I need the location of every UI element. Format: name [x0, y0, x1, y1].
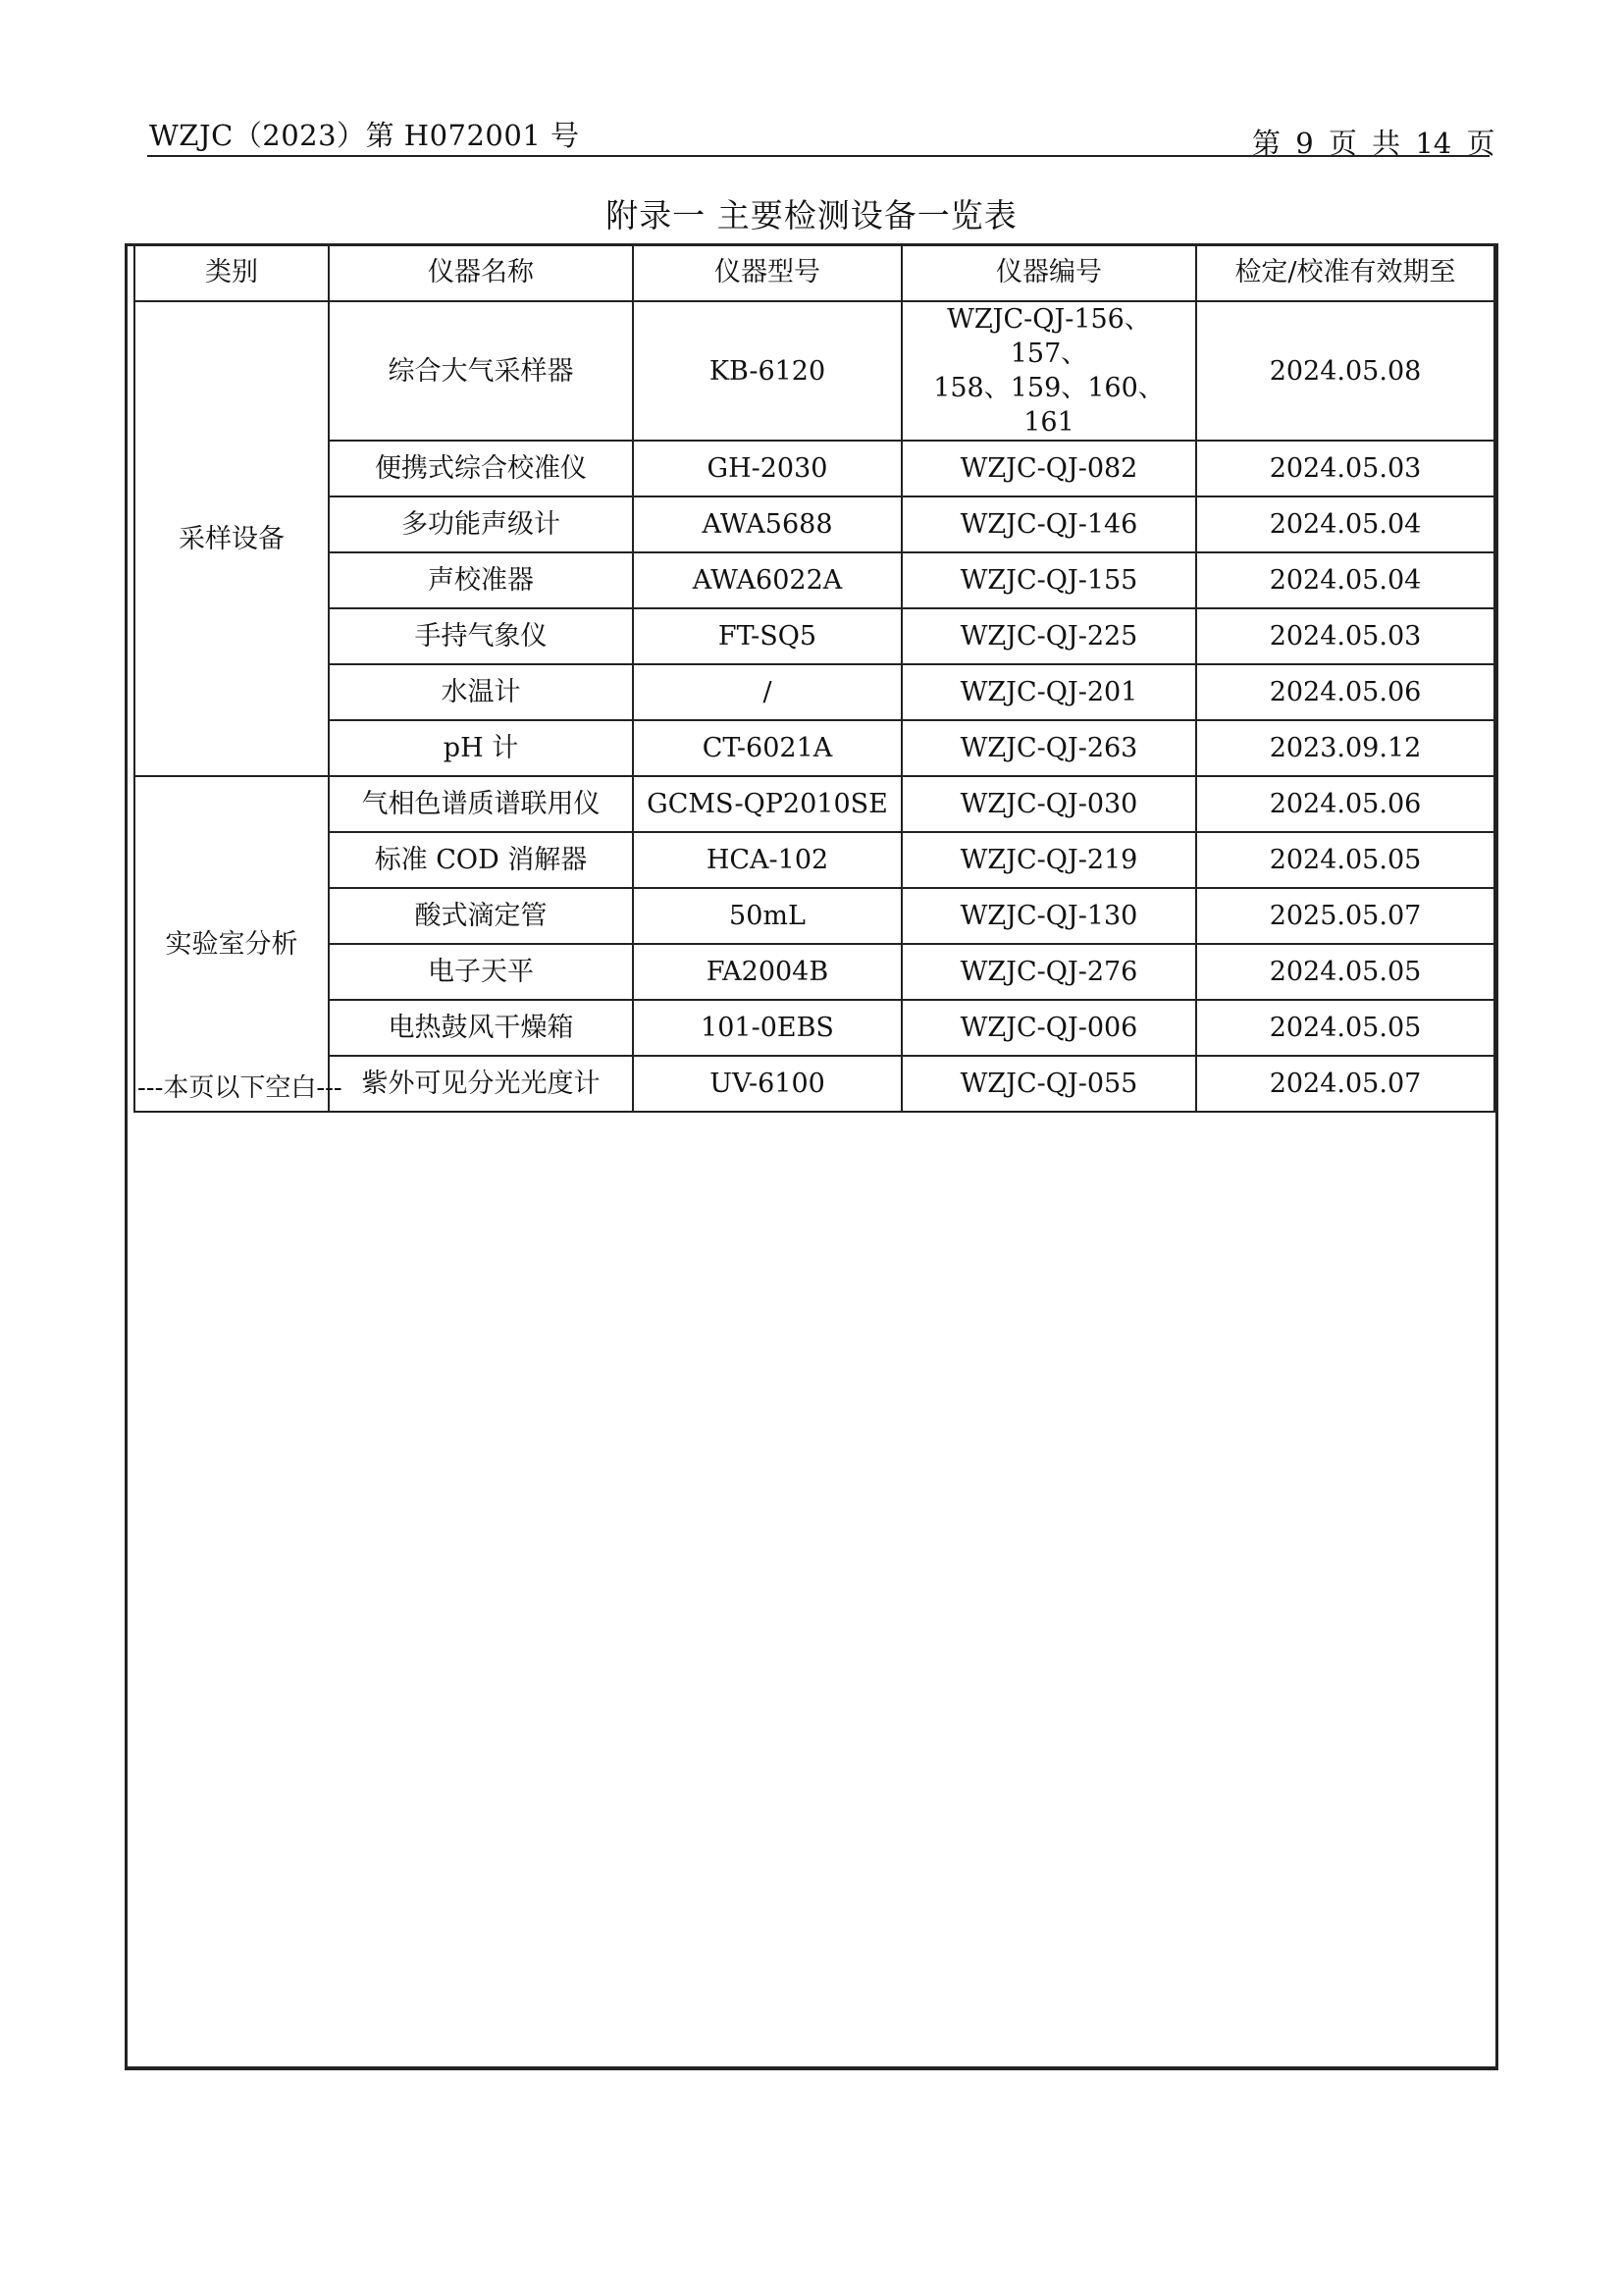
table-row [134, 832, 1494, 888]
table-row [134, 496, 1494, 552]
instrument-name: 标准 COD 消解器 [329, 832, 633, 888]
table-row [134, 944, 1494, 1000]
instrument-name: 电热鼓风干燥箱 [329, 1000, 633, 1056]
instrument-name: 水温计 [329, 664, 633, 720]
valid-until: 2024.05.04 [1196, 496, 1494, 552]
instrument-model: GCMS-QP2010SE [633, 776, 902, 832]
instrument-model: UV-6100 [633, 1056, 902, 1112]
category-cell-sampling: 采样设备 [134, 301, 329, 776]
instrument-name: 气相色谱质谱联用仪 [329, 776, 633, 832]
table-row [134, 664, 1494, 720]
valid-until: 2024.05.05 [1196, 1000, 1494, 1056]
instrument-name: pH 计 [329, 720, 633, 776]
instrument-serial: WZJC-QJ-082 [902, 441, 1196, 496]
instrument-model: 101-0EBS [633, 1000, 902, 1056]
valid-until: 2023.09.12 [1196, 720, 1494, 776]
equipment-table [133, 243, 1495, 1113]
instrument-model: FT-SQ5 [633, 608, 902, 664]
instrument-serial: WZJC-QJ-201 [902, 664, 1196, 720]
instrument-name: 酸式滴定管 [329, 888, 633, 944]
valid-until: 2024.05.08 [1196, 301, 1494, 441]
instrument-serial [902, 301, 1196, 441]
header-divider [147, 155, 1490, 157]
table-row [134, 720, 1494, 776]
instrument-model: HCA-102 [633, 832, 902, 888]
table-row [134, 441, 1494, 496]
table-row [134, 301, 1494, 441]
column-header-valid-until: 检定/校准有效期至 [1196, 244, 1494, 301]
instrument-name: 综合大气采样器 [329, 301, 633, 441]
column-header-serial: 仪器编号 [902, 244, 1196, 301]
page-indicator: 第 9 页 共 14 页 [1252, 127, 1495, 160]
instrument-serial: WZJC-QJ-146 [902, 496, 1196, 552]
instrument-name: 手持气象仪 [329, 608, 633, 664]
valid-until: 2024.05.03 [1196, 441, 1494, 496]
instrument-serial: WZJC-QJ-055 [902, 1056, 1196, 1112]
instrument-model: 50mL [633, 888, 902, 944]
instrument-serial: WZJC-QJ-276 [902, 944, 1196, 1000]
valid-until: 2024.05.05 [1196, 832, 1494, 888]
instrument-serial: WZJC-QJ-130 [902, 888, 1196, 944]
table-row [134, 776, 1494, 832]
column-header-category: 类别 [134, 244, 329, 301]
instrument-model: FA2004B [633, 944, 902, 1000]
instrument-serial: WZJC-QJ-263 [902, 720, 1196, 776]
table-row [134, 888, 1494, 944]
category-cell-lab-analysis: 实验室分析 [134, 776, 329, 1112]
serial-line-2: 158、159、160、161 [933, 373, 1165, 439]
instrument-serial: WZJC-QJ-155 [902, 552, 1196, 608]
valid-until: 2025.05.07 [1196, 888, 1494, 944]
valid-until: 2024.05.06 [1196, 664, 1494, 720]
table-row [134, 608, 1494, 664]
valid-until: 2024.05.03 [1196, 608, 1494, 664]
instrument-serial: WZJC-QJ-225 [902, 608, 1196, 664]
table-row [134, 552, 1494, 608]
instrument-model: / [633, 664, 902, 720]
instrument-serial: WZJC-QJ-006 [902, 1000, 1196, 1056]
instrument-serial: WZJC-QJ-219 [902, 832, 1196, 888]
page-title: 附录一 主要检测设备一览表 [605, 196, 1018, 235]
instrument-name: 电子天平 [329, 944, 633, 1000]
report-number: WZJC（2023）第 H072001 号 [149, 119, 580, 152]
column-header-model: 仪器型号 [633, 244, 902, 301]
instrument-name: 多功能声级计 [329, 496, 633, 552]
instrument-model: CT-6021A [633, 720, 902, 776]
valid-until: 2024.05.05 [1196, 944, 1494, 1000]
valid-until: 2024.05.04 [1196, 552, 1494, 608]
instrument-name: 声校准器 [329, 552, 633, 608]
instrument-model: AWA5688 [633, 496, 902, 552]
valid-until: 2024.05.06 [1196, 776, 1494, 832]
instrument-serial: WZJC-QJ-030 [902, 776, 1196, 832]
table-header-row [134, 244, 1494, 301]
column-header-name: 仪器名称 [329, 244, 633, 301]
instrument-model: KB-6120 [633, 301, 902, 441]
valid-until: 2024.05.07 [1196, 1056, 1494, 1112]
instrument-name: 便携式综合校准仪 [329, 441, 633, 496]
instrument-model: GH-2030 [633, 441, 902, 496]
blank-page-note: ---本页以下空白--- [137, 1073, 342, 1103]
instrument-name: 紫外可见分光光度计 [329, 1056, 633, 1112]
table-row [134, 1000, 1494, 1056]
serial-line-1: WZJC-QJ-156、157、 [947, 304, 1151, 370]
instrument-model: AWA6022A [633, 552, 902, 608]
